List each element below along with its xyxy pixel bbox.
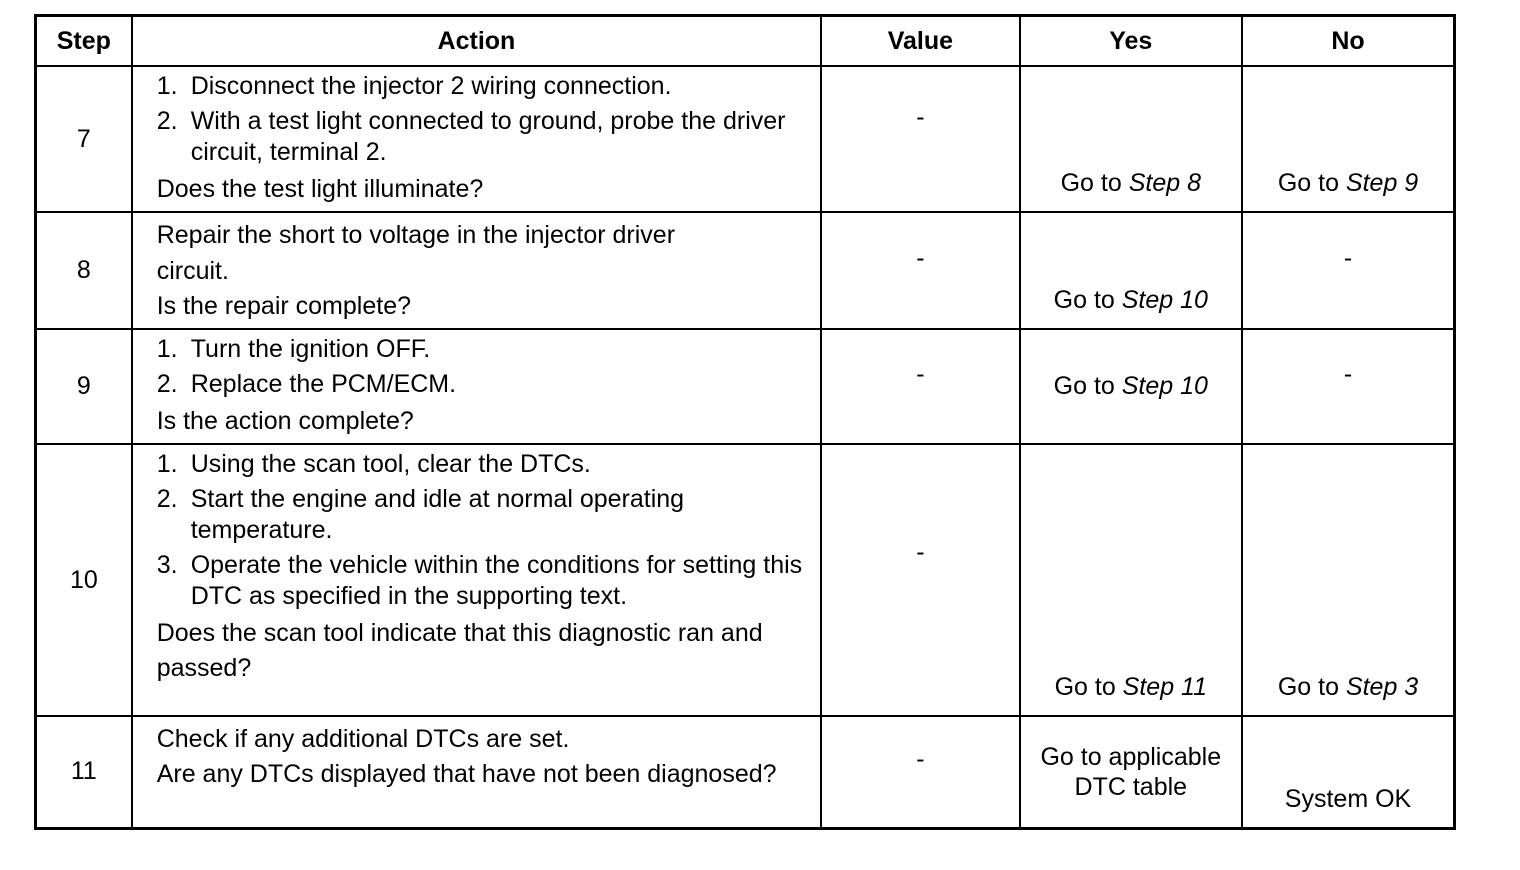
action-text: Check if any additional DTCs are set. [156,725,570,753]
table-row-step-10 [36,444,1455,716]
diagnostic-table [34,14,1456,830]
action-question: Does the scan tool indicate that this diagnostic ran and passed? [156,619,763,682]
step-number: 9 [36,329,132,444]
step-number: 8 [36,212,132,329]
header-yes: Yes [1020,16,1242,67]
header-row [36,16,1455,67]
no-cell: - [1242,329,1454,444]
value-cell: - [821,716,1019,828]
no-cell: System OK [1242,716,1454,828]
action-list [157,334,810,400]
yes-cell: Go to applicable DTC table [1020,716,1242,828]
step-number: 7 [36,66,132,212]
list-item: 3. Operate the vehicle within the conditions for setting this DTC as specified in the supporting text. [156,551,803,610]
action-cell [132,716,821,828]
step-number: 11 [36,716,132,828]
action-cell [132,66,821,212]
action-question: Are any DTCs displayed that have not been diagnosed? [156,760,777,788]
list-item: 1. Disconnect the injector 2 wiring connection. [156,72,672,100]
value-cell: - [821,444,1019,716]
header-step: Step [36,16,132,67]
value-cell: - [821,329,1019,444]
yes-cell: Go to Step 8 [1020,66,1242,212]
action-list [157,71,810,168]
value-cell: - [821,212,1019,329]
table-row-step-8 [36,212,1455,329]
no-cell: Go to Step 3 [1242,444,1454,716]
list-item: 2. With a test light connected to ground, probe the driver circuit, terminal 2. [156,107,786,166]
value-cell: - [821,66,1019,212]
yes-cell: Go to Step 10 [1020,212,1242,329]
action-list [157,449,810,612]
step-number: 10 [36,444,132,716]
action-question: Is the action complete? [156,407,414,435]
header-value: Value [821,16,1019,67]
header-action: Action [132,16,821,67]
action-text: circuit. [156,257,229,285]
list-item: 1. Turn the ignition OFF. [156,335,431,363]
no-cell: - [1242,212,1454,329]
action-cell [132,444,821,716]
header-no: No [1242,16,1454,67]
list-item: 2. Start the engine and idle at normal operating temperature. [156,485,685,544]
action-cell [132,329,821,444]
action-cell [132,212,821,329]
no-cell: Go to Step 9 [1242,66,1454,212]
action-question: Is the repair complete? [156,292,411,320]
table-row-step-9 [36,329,1455,444]
action-question: Does the test light illuminate? [156,175,484,203]
table-row-step-7 [36,66,1455,212]
yes-cell: Go to Step 11 [1020,444,1242,716]
table-row-step-11 [36,716,1455,828]
yes-cell: Go to Step 10 [1020,329,1242,444]
action-text: Repair the short to voltage in the injector driver [156,221,676,249]
list-item: 2. Replace the PCM/ECM. [156,370,457,398]
list-item: 1. Using the scan tool, clear the DTCs. [156,450,591,478]
